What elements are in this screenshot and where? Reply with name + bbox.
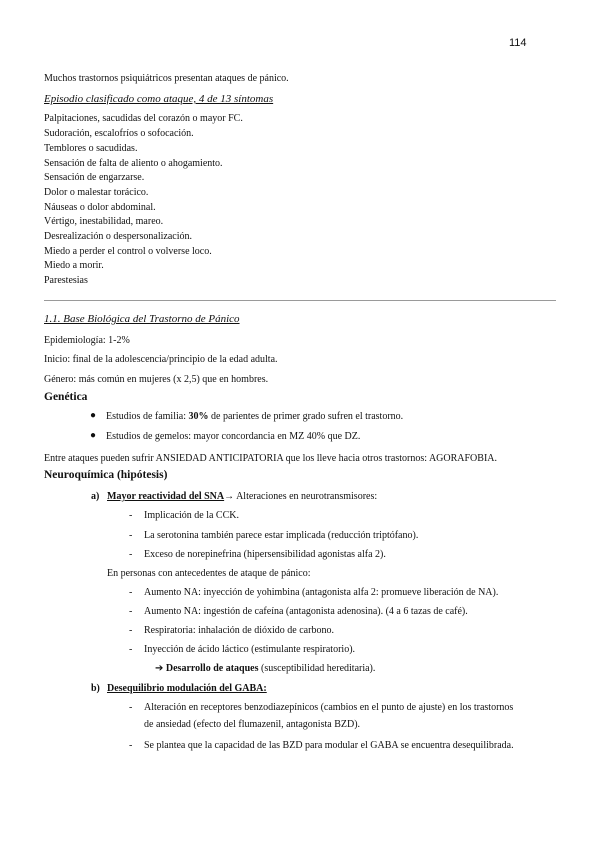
bullet-icon: ● — [90, 430, 97, 441]
dash-icon: - — [129, 644, 133, 655]
symptom-item: Sudoración, escalofríos o sofocación. — [44, 128, 194, 139]
intro-text: Muchos trastornos psiquiátricos presentan ataques de pánico. — [44, 73, 289, 84]
section-a-title-bold: Mayor reactividad del SNA — [107, 491, 225, 502]
symptom-item: Sensación de falta de aliento o ahogamiento. — [44, 158, 223, 169]
section-b-item-continued: de ansiedad (efecto del flumazenil, antagonista BZD). — [144, 719, 361, 730]
symptom-item: Parestesias — [44, 275, 88, 286]
genetics-twins-item: Estudios de gemelos: mayor concordancia en MZ 40% que DZ. — [106, 431, 361, 442]
section-a-item: La serotonina también parece estar implicada (reducción triptófano). — [144, 530, 419, 541]
dash-icon: - — [129, 587, 133, 598]
symptom-item: Miedo a perder el control o volverse loco. — [44, 246, 212, 257]
episode-title: Episodio clasificado como ataque, 4 de 13 síntomas — [44, 93, 274, 105]
section-title: 1.1. Base Biológica del Trastorno de Pánico — [44, 313, 240, 325]
genetics-family-post: de parientes de primer grado sufren el trastorno. — [208, 411, 404, 422]
gender-text: Género: más común en mujeres (x 2,5) que en hombres. — [44, 374, 269, 385]
section-b-item: Se plantea que la capacidad de las BZD para modular el GABA se encuentra desequilibrada. — [144, 740, 514, 751]
section-divider — [44, 300, 556, 301]
bullet-icon: ● — [90, 410, 97, 421]
onset-text: Inicio: final de la adolescencia/principio de la edad adulta. — [44, 354, 278, 365]
attack-development-bold: Desarrollo de ataques — [165, 663, 259, 674]
dash-icon: - — [129, 510, 133, 521]
epidemiology-text: Epidemiología: 1-2% — [44, 335, 130, 346]
dash-icon: - — [129, 740, 133, 751]
history-intro: En personas con antecedentes de ataque de pánico: — [107, 568, 311, 579]
symptom-item: Vértigo, inestabilidad, mareo. — [44, 216, 164, 227]
anticipatory-text: Entre ataques pueden sufrir ANSIEDAD ANTICIPATORIA que los lleve hacia otros trastornos: AGORAFOBIA. — [44, 453, 498, 464]
symptom-item: Palpitaciones, sacudidas del corazón o mayor FC. — [44, 113, 243, 124]
dash-icon: - — [129, 625, 133, 636]
symptom-item: Miedo a morir. — [44, 260, 104, 271]
dash-icon: - — [129, 530, 133, 541]
symptom-item: Náuseas o dolor abdominal. — [44, 202, 156, 213]
history-item: Respiratoria: inhalación de dióxido de carbono. — [144, 625, 334, 636]
section-a-title — [107, 491, 377, 502]
section-a-label: a) — [91, 491, 100, 502]
section-b-title: Desequilibrio modulación del GABA: — [107, 683, 267, 694]
history-item: Aumento NA: ingestión de cafeína (antagonista adenosina). (4 a 6 tazas de café). — [144, 606, 468, 617]
symptom-item: Desrealización o despersonalización. — [44, 231, 192, 242]
dash-icon: - — [129, 702, 133, 713]
genetics-family-pre: Estudios de familia: — [106, 411, 189, 422]
page-number: 114 — [509, 37, 527, 49]
symptom-item: Dolor o malestar torácico. — [44, 187, 149, 198]
genetics-family-item — [106, 411, 403, 422]
dash-icon: - — [129, 606, 133, 617]
symptom-item: Sensación de engarzarse. — [44, 172, 145, 183]
symptom-item: Temblores o sacudidas. — [44, 143, 138, 154]
attack-development-line — [155, 663, 375, 674]
section-a-item: Implicación de la CCK. — [144, 510, 239, 521]
dash-icon: - — [129, 549, 133, 560]
arrow-right-icon: ➔ — [155, 663, 164, 674]
arrow-right-icon: → — [224, 491, 235, 502]
genetics-family-percent: 30% — [188, 411, 209, 422]
history-item: Aumento NA: inyección de yohimbina (antagonista alfa 2: promueve liberación de NA). — [144, 587, 499, 598]
history-item: Inyección de ácido láctico (estimulante respiratorio). — [144, 644, 356, 655]
section-b-item: Alteración en receptores benzodiazepínicos (cambios en el punto de ajuste) en los trastornos — [144, 702, 514, 713]
neuro-heading: Neuroquímica (hipótesis) — [44, 469, 168, 481]
section-a-title-rest: Alteraciones en neurotransmisores: — [234, 491, 378, 502]
attack-development-rest: (susceptibilidad hereditaria). — [258, 663, 376, 674]
genetics-heading: Genética — [44, 391, 88, 403]
section-a-item: Exceso de norepinefrina (hipersensibilidad agonistas alfa 2). — [144, 549, 386, 560]
section-b-label: b) — [91, 683, 100, 694]
